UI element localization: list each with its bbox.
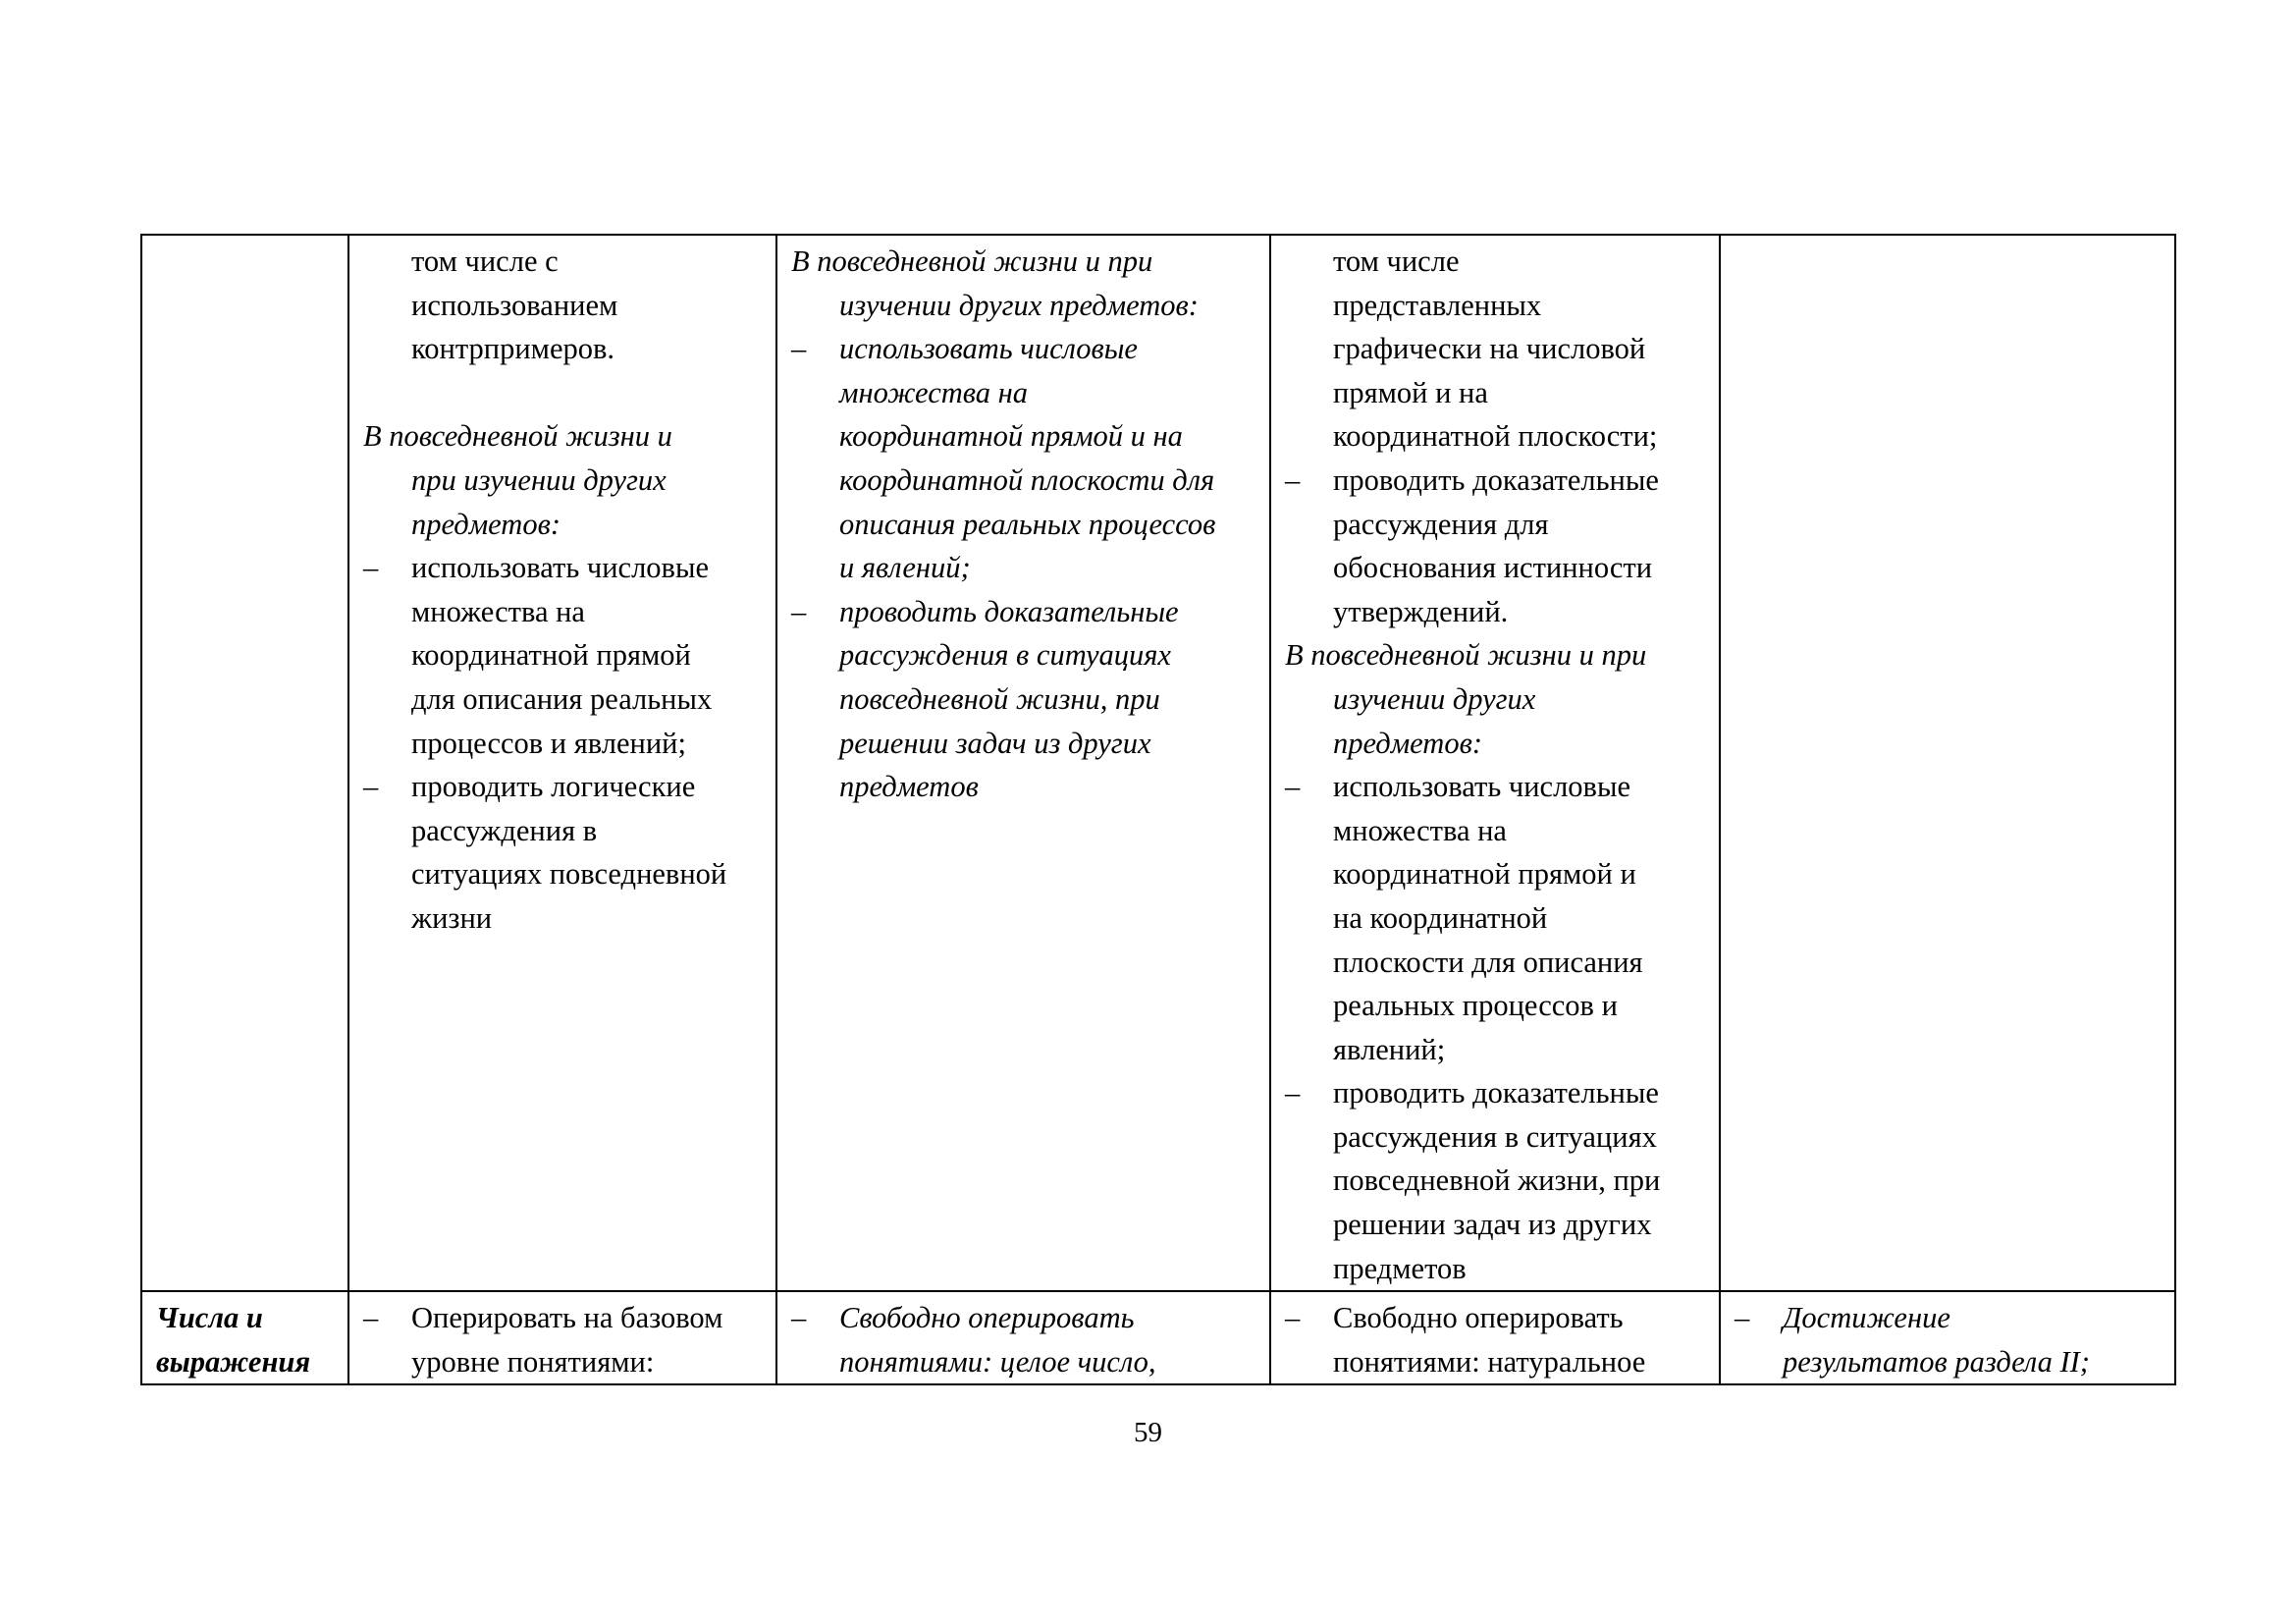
text-line [1285,633,1713,677]
bullet-line [363,765,770,809]
line-text: выражения [156,1344,311,1379]
line-text: жизни [411,900,493,935]
text-line [1285,414,1713,459]
text-line [363,852,770,896]
line-text: множества на [411,594,585,628]
text-line [791,284,1263,328]
line-text: том числе с [411,244,559,278]
table-cell-extended-level [1720,235,2175,1291]
line-text: уровне понятиями: [411,1344,655,1379]
line-text: изучении других предметов: [839,288,1199,322]
line-text: использовать числовые [839,332,1138,366]
text-line [363,809,770,853]
text-line [1285,1115,1713,1160]
table-cell-advanced-level [776,1291,1270,1384]
text-line [791,459,1263,503]
line-text: реальных процессов и [1333,989,1618,1023]
line-text: при изучении других [411,462,667,497]
line-text: представленных [1333,288,1542,322]
line-text: Свободно оперировать [839,1301,1135,1335]
dash-bullet: – [791,1301,807,1335]
dash-bullet: – [363,1301,379,1335]
dash-bullet: – [1285,770,1301,804]
bullet-line [791,590,1263,634]
text-line [1285,677,1713,722]
line-text: проводить доказательные [839,594,1179,628]
text-line [363,896,770,941]
line-text: проводить логические [411,770,696,804]
line-text: понятиями: натуральное [1333,1344,1646,1379]
text-line [1285,941,1713,985]
text-line [1285,1159,1713,1203]
line-text: рассуждения в ситуациях [839,638,1171,673]
table-cell-basic-level [348,1291,776,1384]
table-cell-basic-level [348,235,776,1291]
dash-bullet: – [791,594,807,628]
line-text: том числе [1333,244,1460,278]
text-line [1285,809,1713,853]
text-line [791,677,1263,722]
line-text: на координатной [1333,900,1548,935]
dash-bullet: – [363,551,379,585]
requirements-table [140,234,2176,1385]
line-text: использованием [411,288,618,322]
text-line [1285,1340,1713,1384]
text-line [1285,240,1713,284]
text-line [791,633,1263,677]
line-text: Достижение [1783,1301,1950,1335]
line-text: рассуждения в ситуациях [1333,1119,1657,1154]
dash-bullet: – [1285,1301,1301,1335]
text-line [1285,852,1713,896]
bullet-line [363,1296,770,1340]
dash-bullet: – [791,332,807,366]
line-text: явлений; [1333,1032,1446,1066]
text-line [156,1340,342,1384]
text-line [363,327,770,371]
bullet-line [1285,765,1713,809]
text-line [1285,327,1713,371]
line-text: решении задач из других [839,726,1151,760]
text-line [363,677,770,722]
line-text: Числа и [156,1301,263,1335]
dash-bullet: – [1285,1076,1301,1110]
table-cell-profile-level [1270,235,1720,1291]
bullet-line [363,546,770,590]
line-text: прямой и на [1333,375,1488,409]
line-text: и явлений; [839,551,971,585]
table-cell-topic [141,235,348,1291]
line-text: графически на числовой [1333,332,1646,366]
text-line [363,1340,770,1384]
text-line [363,414,770,459]
line-text: предметов [839,770,979,804]
line-text: предметов: [411,507,561,541]
text-line [1735,1340,2168,1384]
text-line [1285,503,1713,547]
line-text: проводить доказательные [1333,462,1659,497]
line-text: Свободно оперировать [1333,1301,1624,1335]
table-cell-topic [141,1291,348,1384]
line-text: плоскости для описания [1333,945,1643,979]
text-line [791,765,1263,809]
bullet-line [791,1296,1263,1340]
text-line [1285,722,1713,766]
table-cell-extended-level [1720,1291,2175,1384]
text-line [363,240,770,284]
text-line [791,503,1263,547]
bullet-line [791,327,1263,371]
bullet-line [1285,459,1713,503]
line-text: проводить доказательные [1333,1076,1659,1110]
bullet-line [1285,1071,1713,1115]
table-row [141,1291,2175,1384]
line-text: изучении других [1333,681,1536,716]
text-line [1285,590,1713,634]
text-line [1285,1247,1713,1291]
line-text: множества на [839,375,1029,409]
line-text: контрпримеров. [411,332,615,366]
text-line [1285,1203,1713,1247]
line-text: для описания реальных [411,681,713,716]
bullet-line [1285,1296,1713,1340]
text-line [363,722,770,766]
text-line [791,722,1263,766]
line-text: решении задач из других [1333,1208,1652,1242]
text-line [156,1296,342,1340]
line-text: координатной прямой и [1333,857,1636,892]
text-line [363,590,770,634]
line-text: использовать числовые [1333,770,1630,804]
line-text: повседневной жизни, при [1333,1164,1661,1198]
line-text: понятиями: целое число, [839,1344,1156,1379]
line-text: В повседневной жизни и при [1285,638,1647,673]
text-line [363,633,770,677]
line-text: координатной плоскости для [839,462,1215,497]
text-line [1285,371,1713,415]
text-line [1285,284,1713,328]
line-text: рассуждения в [411,813,598,847]
line-text: повседневной жизни, при [839,681,1160,716]
dash-bullet: – [1285,462,1301,497]
bullet-line [1735,1296,2168,1340]
page-number: 59 [1134,1417,1162,1448]
line-text: Оперировать на базовом [411,1301,723,1335]
text-line [1285,546,1713,590]
text-line [1285,1028,1713,1072]
line-text: результатов раздела II; [1783,1344,2090,1379]
line-text: рассуждения для [1333,507,1549,541]
dash-bullet: – [363,770,379,804]
text-line [363,284,770,328]
text-line [1285,896,1713,941]
text-line [791,240,1263,284]
line-text: множества на [1333,813,1507,847]
line-text: утверждений. [1333,594,1509,628]
text-line [363,371,770,415]
line-text: процессов и явлений; [411,726,686,760]
line-text: предметов: [1333,726,1482,760]
table-row [141,235,2175,1291]
line-text: предметов [1333,1251,1467,1285]
text-line [791,546,1263,590]
table-cell-advanced-level [776,235,1270,1291]
text-line [791,414,1263,459]
line-text: координатной прямой [411,638,691,673]
text-line [363,503,770,547]
line-text: обоснования истинности [1333,551,1653,585]
line-text: координатной прямой и на [839,419,1183,454]
line-text: описания реальных процессов [839,507,1216,541]
line-text: ситуациях повседневной [411,857,727,892]
line-text: использовать числовые [411,551,709,585]
dash-bullet: – [1735,1301,1750,1335]
text-line [791,371,1263,415]
text-line [1285,984,1713,1028]
line-text: В повседневной жизни и при [791,244,1153,278]
text-line [791,1340,1263,1384]
line-text: В повседневной жизни и [363,419,672,454]
table-cell-profile-level [1270,1291,1720,1384]
line-text: координатной плоскости; [1333,419,1658,454]
text-line [363,459,770,503]
